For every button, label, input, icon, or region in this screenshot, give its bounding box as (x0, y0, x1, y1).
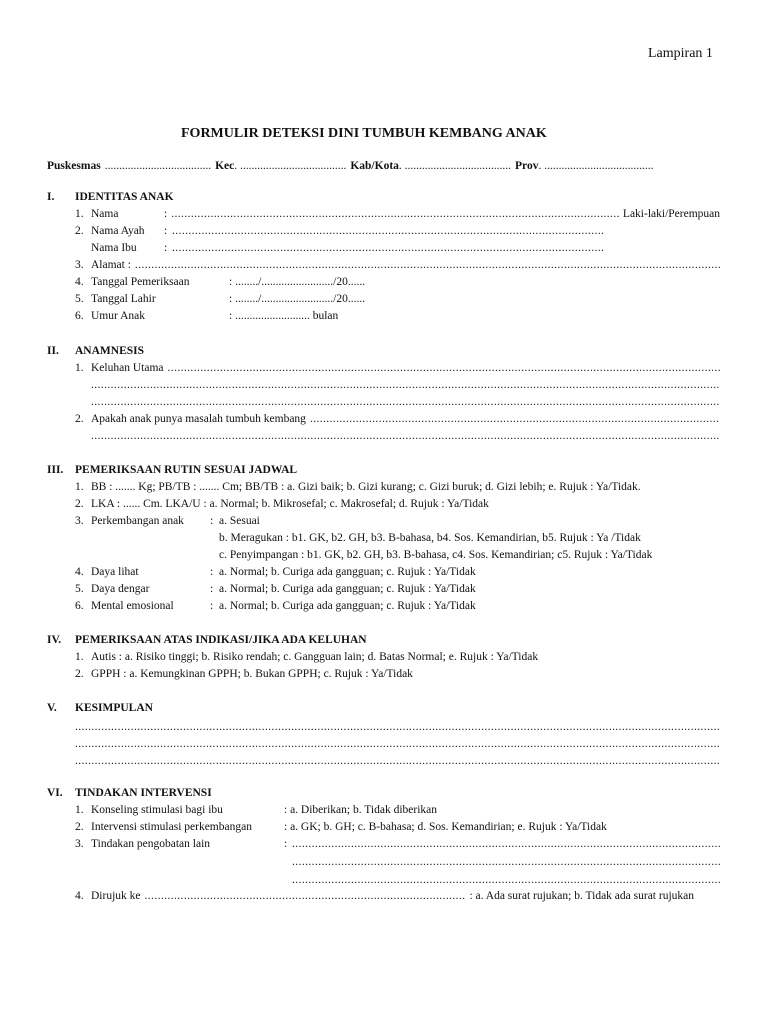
conclusion-field-line-2[interactable] (75, 737, 720, 751)
conclusion-field-line-3[interactable] (75, 754, 720, 768)
section-1-title: IDENTITAS ANAK (75, 191, 174, 203)
kab-field[interactable]: . ..................................... (398, 160, 512, 172)
s1-item1-number: 1. (75, 208, 84, 220)
section-1-number: I. (47, 191, 55, 203)
prov-field[interactable]: . ...................................... (538, 160, 654, 172)
s2-item1-number: 1. (75, 362, 84, 374)
kec-field[interactable]: . ..................................... (234, 160, 347, 172)
s1-item3-row (91, 258, 720, 272)
s4-item1-number: 1. (75, 651, 84, 663)
section-2-title: ANAMNESIS (75, 345, 145, 357)
development-label: Perkembangan anak (91, 515, 184, 527)
gpph-options[interactable]: GPPH : a. Kemungkinan GPPH; b. Bukan GPPH; c. Rujuk : Ya/Tidak (91, 668, 413, 680)
conclusion-field-line-1[interactable] (75, 720, 720, 734)
hearing-label: Daya dengar (91, 583, 150, 595)
age-label: Umur Anak (91, 310, 145, 322)
section-2-number: II. (47, 345, 59, 357)
age-field[interactable]: : .......................... bulan (229, 310, 339, 322)
development-problem-field-line-2[interactable] (91, 429, 720, 443)
section-6-number: VI. (47, 787, 63, 799)
exam-date-label: Tanggal Pemeriksaan (91, 276, 190, 288)
s3-item3-number: 3. (75, 515, 84, 527)
location-row (47, 159, 720, 173)
s3-item2-number: 2. (75, 498, 84, 510)
hearing-colon: : (210, 583, 214, 595)
name-field[interactable] (171, 207, 620, 221)
s1-item2-label: Nama Ayah (91, 225, 145, 237)
weight-height-row[interactable]: BB : ....... Kg; PB/TB : ....... Cm; BB/TB : a. Gizi baik; b. Gizi kurang; c. Gizi buruk; d. Gizi lebih; e. Rujuk : Ya/Tidak. (91, 481, 641, 493)
complaint-field-line-2[interactable] (91, 378, 720, 392)
s1-item4-number: 4. (75, 276, 84, 288)
referral-options[interactable]: : a. Ada surat rujukan; b. Tidak ada surat rujukan (469, 890, 694, 902)
kab-label: Kab/Kota (350, 160, 399, 172)
puskesmas-label: Puskesmas (47, 160, 101, 172)
s6-item2-number: 2. (75, 821, 84, 833)
development-option-a[interactable]: a. Sesuai (219, 515, 260, 527)
stimulation-options[interactable]: : a. GK; b. GH; c. B-bahasa; d. Sos. Kemandirian; e. Rujuk : Ya/Tidak (284, 821, 607, 833)
s3-item4-number: 4. (75, 566, 84, 578)
complaint-field-line-1[interactable] (168, 361, 721, 375)
s4-item2-number: 2. (75, 668, 84, 680)
other-treatment-field-line-2[interactable] (292, 855, 720, 869)
s6-item4-row (91, 889, 694, 903)
s2-item2-number: 2. (75, 413, 84, 425)
s1-item2-colon: : (164, 225, 168, 237)
section-3-title: PEMERIKSAAN RUTIN SESUAI JADWAL (75, 464, 298, 476)
exam-date-field[interactable]: : ......../........................./20...... (229, 276, 366, 288)
development-problem-field-line-1[interactable] (310, 412, 720, 426)
development-problem-label: Apakah anak punya masalah tumbuh kembang (91, 413, 306, 425)
address-field[interactable] (135, 258, 720, 272)
counseling-label: Konseling stimulasi bagi ibu (91, 804, 223, 816)
s1-item1-colon: : (164, 208, 168, 220)
puskesmas-field[interactable]: ..................................... (104, 160, 212, 172)
s2-item1-row (91, 361, 720, 375)
other-treatment-label: Tindakan pengobatan lain (91, 838, 211, 850)
s6-item3-number: 3. (75, 838, 84, 850)
s3-item6-number: 6. (75, 600, 84, 612)
s1-item1-row (164, 207, 720, 221)
development-colon: : (210, 515, 214, 527)
mental-colon: : (210, 600, 214, 612)
vision-colon: : (210, 566, 214, 578)
section-5-title: KESIMPULAN (75, 702, 153, 714)
s1-mother-label: Nama Ibu (91, 242, 137, 254)
father-name-field[interactable] (172, 224, 603, 238)
vision-label: Daya lihat (91, 566, 139, 578)
other-treatment-field-line-1[interactable] (292, 837, 720, 851)
s2-item2-row (91, 412, 720, 426)
development-option-b[interactable]: b. Meragukan : b1. GK, b2. GH, b3. B-bahasa, b4. Sos. Kemandirian, b5. Rujuk : Ya /Tidak (219, 532, 641, 544)
mental-options[interactable]: a. Normal; b. Curiga ada gangguan; c. Rujuk : Ya/Tidak (219, 600, 476, 612)
section-4-number: IV. (47, 634, 62, 646)
section-3-number: III. (47, 464, 64, 476)
address-label: Alamat : (91, 259, 131, 271)
s1-item6-number: 6. (75, 310, 84, 322)
complaint-field-line-3[interactable] (91, 395, 720, 409)
complaint-label: Keluhan Utama (91, 362, 164, 374)
s6-item4-number: 4. (75, 890, 84, 902)
prov-label: Prov (515, 160, 539, 172)
development-option-c[interactable]: c. Penyimpangan : b1. GK, b2. GH, b3. B-bahasa, c4. Sos. Kemandirian; c5. Rujuk : Ya/Tidak (219, 549, 653, 561)
gender-option[interactable]: Laki-laki/Perempuan (622, 208, 720, 220)
vision-options[interactable]: a. Normal; b. Curiga ada gangguan; c. Rujuk : Ya/Tidak (219, 566, 476, 578)
other-treatment-colon: : (284, 838, 288, 850)
stimulation-label: Intervensi stimulasi perkembangan (91, 821, 252, 833)
kec-label: Kec (215, 160, 235, 172)
mother-name-field[interactable] (172, 241, 603, 255)
referral-label: Dirujuk ke (91, 890, 141, 902)
counseling-options[interactable]: : a. Diberikan; b. Tidak diberikan (284, 804, 437, 816)
section-6-title: TINDAKAN INTERVENSI (75, 787, 212, 799)
section-4-title: PEMERIKSAAN ATAS INDIKASI/JIKA ADA KELUHAN (75, 634, 367, 646)
attachment-label: Lampiran 1 (648, 46, 713, 61)
birth-date-label: Tanggal Lahir (91, 293, 156, 305)
form-title: FORMULIR DETEKSI DINI TUMBUH KEMBANG ANAK (181, 126, 547, 141)
head-circumference-row[interactable]: LKA : ...... Cm. LKA/U : a. Normal; b. Mikrosefal; c. Makrosefal; d. Rujuk : Ya/Tidak (91, 498, 489, 510)
birth-date-field[interactable]: : ......../........................./20...... (229, 293, 366, 305)
section-5-number: V. (47, 702, 57, 714)
s1-item1-label: Nama (91, 208, 119, 220)
s1-item2-number: 2. (75, 225, 84, 237)
other-treatment-field-line-3[interactable] (292, 873, 720, 887)
s1-mother-colon: : (164, 242, 168, 254)
s3-item5-number: 5. (75, 583, 84, 595)
s1-item3-number: 3. (75, 259, 84, 271)
s6-item1-number: 1. (75, 804, 84, 816)
referral-field[interactable] (145, 889, 467, 903)
s1-item5-number: 5. (75, 293, 84, 305)
autism-options[interactable]: Autis : a. Risiko tinggi; b. Risiko rendah; c. Gangguan lain; d. Batas Normal; e. Rujuk : Ya/Tidak (91, 651, 539, 663)
hearing-options[interactable]: a. Normal; b. Curiga ada gangguan; c. Rujuk : Ya/Tidak (219, 583, 476, 595)
s3-item1-number: 1. (75, 481, 84, 493)
mental-label: Mental emosional (91, 600, 174, 612)
